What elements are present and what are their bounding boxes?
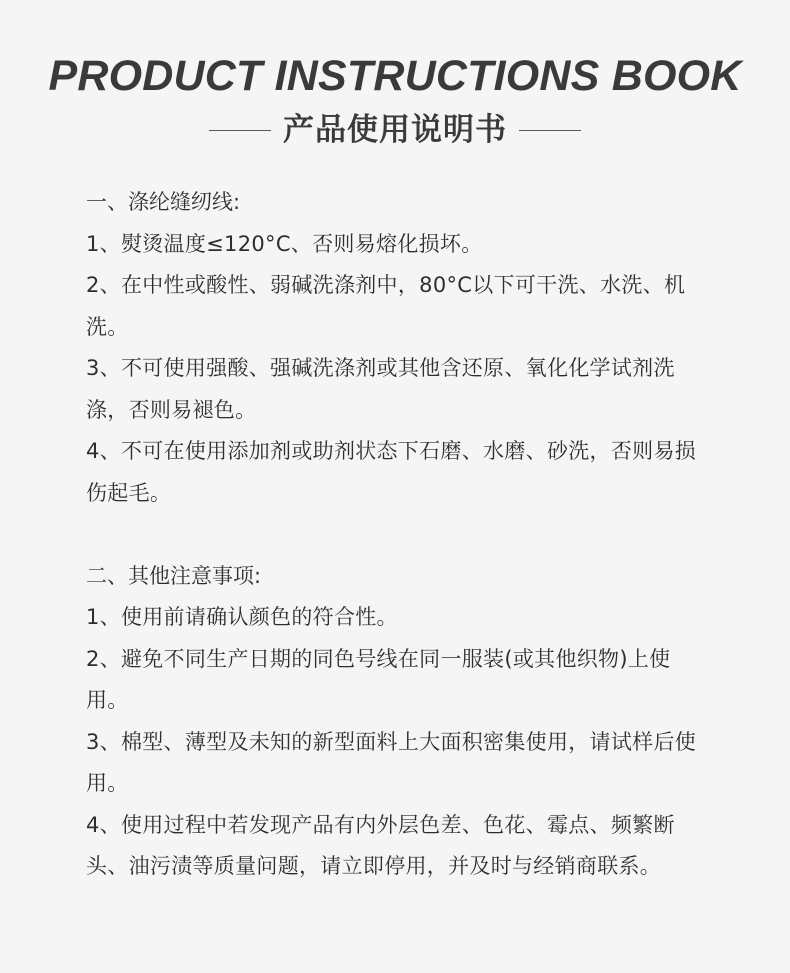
section-polyester-thread [86,182,711,514]
list-item: 4、不可在使用添加剂或助剂状态下石磨、水磨、砂洗，否则易损伤起毛。 [86,439,697,505]
right-divider [519,130,581,131]
instructions-content [86,182,711,888]
list-item: 1、熨烫温度≤120°C、否则易熔化损坏。 [86,231,483,256]
list-item: 2、避免不同生产日期的同色号线在同一服装(或其他织物)上使用。 [86,646,671,712]
left-divider [209,130,271,131]
section-heading: 二、其他注意事项: [86,563,262,588]
page-title-chinese: 产品使用说明书 [283,112,507,148]
list-item: 2、在中性或酸性、弱碱洗涤剂中，80°C以下可干洗、水洗、机洗。 [86,273,686,339]
section-heading: 一、涤纶缝纫线: [86,190,241,214]
list-item: 3、不可使用强酸、强碱洗涤剂或其他含还原、氧化化学试剂洗涤，否则易褪色。 [86,356,675,422]
chinese-title-row [0,106,790,154]
list-item: 4、使用过程中若发现产品有内外层色差、色花、霉点、频繁断头、油污渍等质量问题，请立即停用，并及时与经销商联系。 [86,812,675,878]
page-title-english: PRODUCT INSTRUCTIONS BOOK [48,52,742,100]
list-item: 1、使用前请确认颜色的符合性。 [86,605,398,629]
section-other-notes [86,556,711,888]
section-spacer [86,514,711,556]
list-item: 3、棉型、薄型及未知的新型面料上大面积密集使用，请试样后使用。 [86,729,697,795]
